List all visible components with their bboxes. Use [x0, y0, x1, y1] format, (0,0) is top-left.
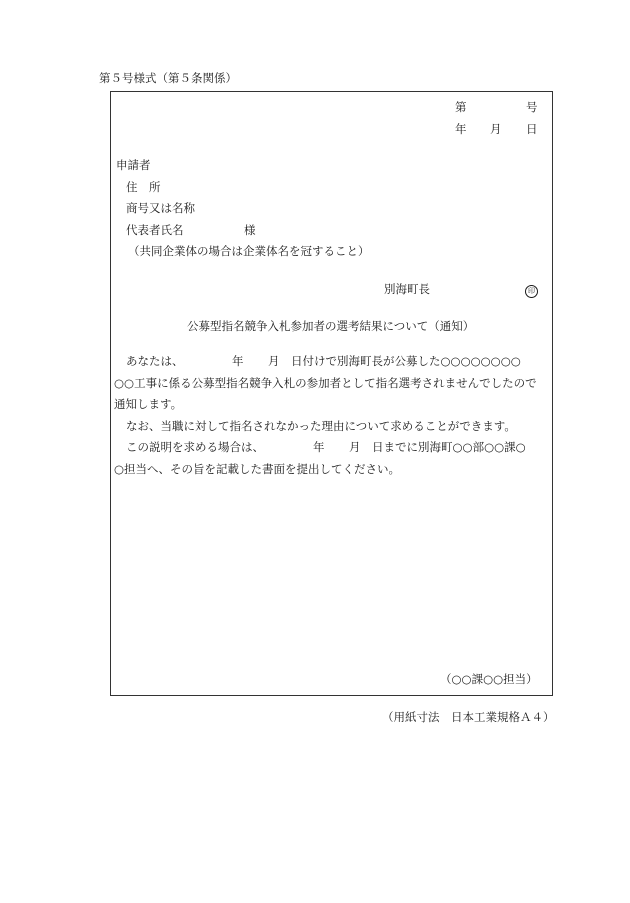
- contact-department: （○○課○○担当）: [440, 672, 538, 686]
- document-number-prefix: 第: [455, 100, 467, 114]
- date-month-label: 月: [490, 122, 502, 136]
- body-line-5b: 日までに別海町○○部○○課○: [372, 440, 526, 454]
- seal-mark: [525, 284, 538, 298]
- body-line-5-year: 年: [313, 440, 325, 454]
- date-year-label: 年: [455, 122, 467, 136]
- body-line-3: 通知します。: [114, 397, 183, 411]
- sender-title: 別海町長: [384, 282, 430, 296]
- paper-size-note: （用紙寸法 日本工業規格Ａ４）: [382, 710, 555, 724]
- business-name-label: 商号又は名称: [126, 201, 195, 215]
- honorific-label: 様: [244, 223, 256, 237]
- date-day-label: 日: [526, 122, 538, 136]
- document-number-suffix: 号: [526, 100, 538, 114]
- body-line-4: なお、当職に対して指名されなかった理由について求めることができます。: [126, 419, 516, 433]
- body-line-2: ○○工事に係る公募型指名競争入札の参加者として指名選考されませんでしたので: [114, 376, 537, 390]
- body-line-5a: この説明を求める場合は、: [126, 440, 264, 454]
- body-line-1-year: 年: [232, 354, 244, 368]
- body-line-6: ○担当へ、その旨を記載した書面を提出してください。: [114, 462, 401, 476]
- applicant-heading: 申請者: [116, 158, 151, 172]
- body-line-1-month: 月: [268, 354, 280, 368]
- body-line-5-month: 月: [349, 440, 361, 454]
- representative-label: 代表者氏名: [126, 223, 184, 237]
- address-label: 住 所: [126, 180, 161, 194]
- body-line-1b: 日付けで別海町長が公募した○○○○○○○○: [291, 354, 521, 368]
- joint-venture-note: （共同企業体の場合は企業体名を冠すること）: [128, 244, 370, 258]
- body-line-1a: あなたは、: [126, 354, 184, 368]
- document-frame: [110, 91, 553, 696]
- form-number-label: 第５号様式（第５条関係）: [99, 71, 237, 85]
- seal-icon: 印: [525, 285, 538, 298]
- document-title: 公募型指名競争入札参加者の選考結果について（通知）: [187, 319, 475, 333]
